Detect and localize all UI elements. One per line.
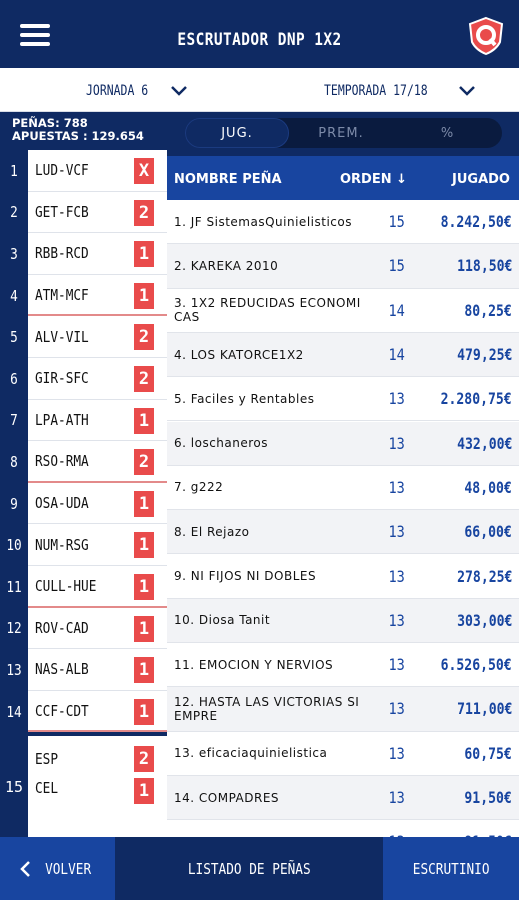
pena-orden: 13 bbox=[388, 655, 405, 675]
chevron-down-icon bbox=[170, 85, 188, 97]
match-result-badge: 1 bbox=[134, 408, 154, 434]
pena-name: 1. JF SistemasQuinielisticos bbox=[174, 214, 352, 229]
table-row[interactable] bbox=[167, 422, 519, 466]
match-number: 4 bbox=[10, 286, 18, 305]
pena-jugado: 48,00€ bbox=[464, 477, 512, 497]
match-result-badge: 2 bbox=[134, 366, 154, 392]
pena-name: 9. NI FIJOS NI DOBLES bbox=[174, 569, 317, 584]
escrutinio-button[interactable] bbox=[383, 837, 519, 900]
match-teams: OSA-UDA bbox=[35, 494, 89, 513]
table-row[interactable] bbox=[167, 643, 519, 687]
match-row bbox=[0, 316, 167, 358]
pena-name: 5. Faciles y Rentables bbox=[174, 391, 315, 406]
pleno-row bbox=[0, 736, 167, 837]
match-result-badge: X bbox=[134, 158, 154, 184]
match-number: 6 bbox=[10, 369, 18, 388]
table-row[interactable] bbox=[167, 377, 519, 421]
match-number: 2 bbox=[10, 203, 18, 222]
match-teams: ATM-MCF bbox=[35, 285, 89, 304]
table-row[interactable] bbox=[167, 687, 519, 731]
pena-orden: 15 bbox=[388, 256, 405, 276]
app-header bbox=[0, 0, 519, 68]
listado-penas-button[interactable] bbox=[115, 837, 383, 900]
table-row[interactable] bbox=[167, 776, 519, 820]
column-header-orden[interactable]: ORDEN ↓ bbox=[340, 172, 408, 187]
table-row[interactable] bbox=[167, 732, 519, 776]
table-row[interactable] bbox=[167, 333, 519, 377]
pena-jugado: 118,50€ bbox=[456, 256, 512, 276]
match-number: 8 bbox=[10, 452, 18, 471]
column-header-name[interactable]: NOMBRE PEÑA bbox=[174, 172, 282, 187]
match-cell bbox=[28, 233, 167, 275]
quiniela-logo-icon bbox=[466, 16, 506, 56]
apuestas-count: APUESTAS : 129.654 bbox=[12, 129, 144, 143]
pena-jugado: 278,25€ bbox=[456, 566, 512, 586]
pena-orden: 15 bbox=[388, 212, 405, 232]
pena-jugado: 8.242,50€ bbox=[440, 212, 512, 232]
match-row bbox=[0, 524, 167, 566]
match-row bbox=[0, 483, 167, 525]
match-number: 12 bbox=[6, 619, 22, 638]
match-number: 3 bbox=[10, 244, 18, 263]
table-row[interactable] bbox=[167, 599, 519, 643]
match-row bbox=[0, 400, 167, 442]
table-row[interactable] bbox=[167, 510, 519, 554]
pleno-team-away: CEL bbox=[35, 779, 59, 797]
pena-name: 12. HASTA LAS VICTORIAS SI EMPRE bbox=[174, 694, 360, 723]
tabs-area bbox=[167, 112, 519, 156]
match-row bbox=[0, 358, 167, 400]
match-teams: GET-FCB bbox=[35, 202, 89, 221]
pena-orden: 13 bbox=[388, 522, 405, 542]
match-teams: GIR-SFC bbox=[35, 369, 89, 388]
pena-jugado: 711,00€ bbox=[456, 699, 512, 719]
tab-premio[interactable]: PREM. bbox=[318, 125, 364, 141]
jornada-label: JORNADA 6 bbox=[86, 83, 149, 99]
match-cell bbox=[28, 192, 167, 234]
pena-name: 3. 1X2 REDUCIDAS ECONOMI CAS bbox=[174, 296, 361, 325]
pleno-result-away: 1 bbox=[134, 778, 154, 804]
pena-jugado: 80,25€ bbox=[464, 300, 512, 320]
penas-count: PEÑAS: 788 bbox=[12, 116, 88, 130]
match-result-badge: 1 bbox=[134, 657, 154, 683]
pena-orden: 13 bbox=[388, 566, 405, 586]
pena-orden: 14 bbox=[388, 300, 405, 320]
pena-name: 14. COMPADRES bbox=[174, 790, 280, 805]
match-row bbox=[0, 649, 167, 691]
pena-name: 8. El Rejazo bbox=[174, 524, 250, 539]
match-number: 11 bbox=[6, 577, 22, 596]
table-row[interactable] bbox=[167, 289, 519, 333]
match-row bbox=[0, 150, 167, 192]
match-result-badge: 1 bbox=[134, 241, 154, 267]
match-cell bbox=[28, 608, 167, 650]
column-header-jugado[interactable]: JUGADO bbox=[452, 172, 510, 187]
pena-name: 2. KAREKA 2010 bbox=[174, 258, 279, 273]
match-row bbox=[0, 233, 167, 275]
match-cell bbox=[28, 524, 167, 566]
table-row[interactable] bbox=[167, 554, 519, 598]
listado-label: LISTADO DE PEÑAS bbox=[187, 859, 311, 878]
match-row bbox=[0, 608, 167, 650]
match-result-badge: 1 bbox=[134, 491, 154, 517]
filter-bar bbox=[0, 68, 519, 112]
match-number: 15 bbox=[4, 777, 24, 796]
chevron-left-icon bbox=[19, 860, 31, 878]
pena-orden: 14 bbox=[388, 345, 405, 365]
chevron-down-icon bbox=[458, 85, 476, 97]
match-number: 14 bbox=[6, 702, 22, 721]
pena-name: 10. Diosa Tanit bbox=[174, 613, 271, 628]
match-row bbox=[0, 441, 167, 483]
match-row bbox=[0, 275, 167, 317]
stats-box bbox=[0, 112, 167, 150]
match-teams: CCF-CDT bbox=[35, 701, 89, 720]
match-row bbox=[0, 691, 167, 733]
match-number: 13 bbox=[6, 660, 22, 679]
match-result-badge: 2 bbox=[134, 324, 154, 350]
match-cell bbox=[28, 150, 167, 192]
match-number: 5 bbox=[10, 328, 18, 347]
match-cell bbox=[28, 441, 167, 483]
match-row bbox=[0, 566, 167, 608]
match-result-badge: 1 bbox=[134, 574, 154, 600]
pleno-cell bbox=[28, 736, 167, 837]
pena-orden: 13 bbox=[388, 433, 405, 453]
volver-label: VOLVER bbox=[45, 859, 92, 878]
match-result-badge: 2 bbox=[134, 449, 154, 475]
pena-jugado: 303,00€ bbox=[456, 610, 512, 630]
pena-jugado: 2.280,75€ bbox=[440, 389, 512, 409]
match-cell bbox=[28, 483, 167, 525]
volver-button[interactable] bbox=[0, 837, 115, 900]
pena-jugado: 432,00€ bbox=[456, 433, 512, 453]
match-result-badge: 1 bbox=[134, 532, 154, 558]
table-row[interactable] bbox=[167, 466, 519, 510]
tab-porcentaje[interactable]: % bbox=[440, 125, 455, 141]
table-row[interactable] bbox=[167, 200, 519, 244]
match-row bbox=[0, 192, 167, 234]
match-result-badge: 2 bbox=[134, 200, 154, 226]
bottom-nav bbox=[0, 837, 519, 900]
pena-jugado: 6.526,50€ bbox=[440, 655, 512, 675]
match-cell bbox=[28, 316, 167, 358]
pena-orden: 13 bbox=[388, 389, 405, 409]
tab-jugado[interactable]: JUG. bbox=[185, 118, 289, 148]
jornada-dropdown[interactable] bbox=[86, 80, 188, 102]
match-number: 9 bbox=[10, 494, 18, 513]
match-teams: ROV-CAD bbox=[35, 618, 89, 637]
match-result-badge: 1 bbox=[134, 283, 154, 309]
match-number: 10 bbox=[6, 536, 22, 555]
pleno-team-home: ESP bbox=[35, 750, 59, 768]
match-teams: LPA-ATH bbox=[35, 410, 89, 429]
match-teams: ALV-VIL bbox=[35, 327, 89, 346]
pena-jugado: 60,75€ bbox=[464, 743, 512, 763]
pena-orden: 13 bbox=[388, 788, 405, 808]
pena-name: 13. eficaciaquinielistica bbox=[174, 746, 328, 761]
match-result-badge: 1 bbox=[134, 616, 154, 642]
segmented-tabs bbox=[185, 118, 502, 148]
pena-orden: 13 bbox=[388, 699, 405, 719]
match-teams: RSO-RMA bbox=[35, 451, 89, 470]
match-number: 7 bbox=[10, 411, 18, 430]
page-title: ESCRUTADOR DNP 1X2 bbox=[177, 30, 342, 50]
table-row[interactable] bbox=[167, 244, 519, 288]
match-result-badge: 1 bbox=[134, 699, 154, 725]
match-teams: LUD-VCF bbox=[35, 161, 89, 180]
pena-orden: 13 bbox=[388, 743, 405, 763]
match-number: 1 bbox=[10, 161, 18, 180]
pena-name: 11. EMOCION Y NERVIOS bbox=[174, 657, 334, 672]
pleno-result-home: 2 bbox=[134, 746, 154, 772]
pena-orden: 13 bbox=[388, 477, 405, 497]
pena-jugado: 479,25€ bbox=[456, 345, 512, 365]
pena-orden: 13 bbox=[388, 610, 405, 630]
match-cell bbox=[28, 566, 167, 608]
pena-jugado: 66,00€ bbox=[464, 522, 512, 542]
escrutinio-label: ESCRUTINIO bbox=[412, 859, 490, 878]
pena-name: 4. LOS KATORCE1X2 bbox=[174, 347, 304, 362]
pena-name: 7. g222 bbox=[174, 480, 224, 495]
match-teams: RBB-RCD bbox=[35, 244, 89, 263]
penas-table[interactable] bbox=[167, 200, 519, 837]
match-cell bbox=[28, 358, 167, 400]
table-header bbox=[167, 156, 519, 200]
match-cell bbox=[28, 400, 167, 442]
match-cell bbox=[28, 691, 167, 733]
pena-jugado: 91,50€ bbox=[464, 788, 512, 808]
match-cell bbox=[28, 275, 167, 317]
temporada-dropdown[interactable] bbox=[324, 80, 476, 102]
temporada-label: TEMPORADA 17/18 bbox=[324, 83, 428, 99]
match-teams: CULL-HUE bbox=[35, 576, 97, 595]
match-teams: NAS-ALB bbox=[35, 660, 89, 679]
match-cell bbox=[28, 649, 167, 691]
match-teams: NUM-RSG bbox=[35, 535, 89, 554]
pena-name: 6. loschaneros bbox=[174, 436, 268, 451]
